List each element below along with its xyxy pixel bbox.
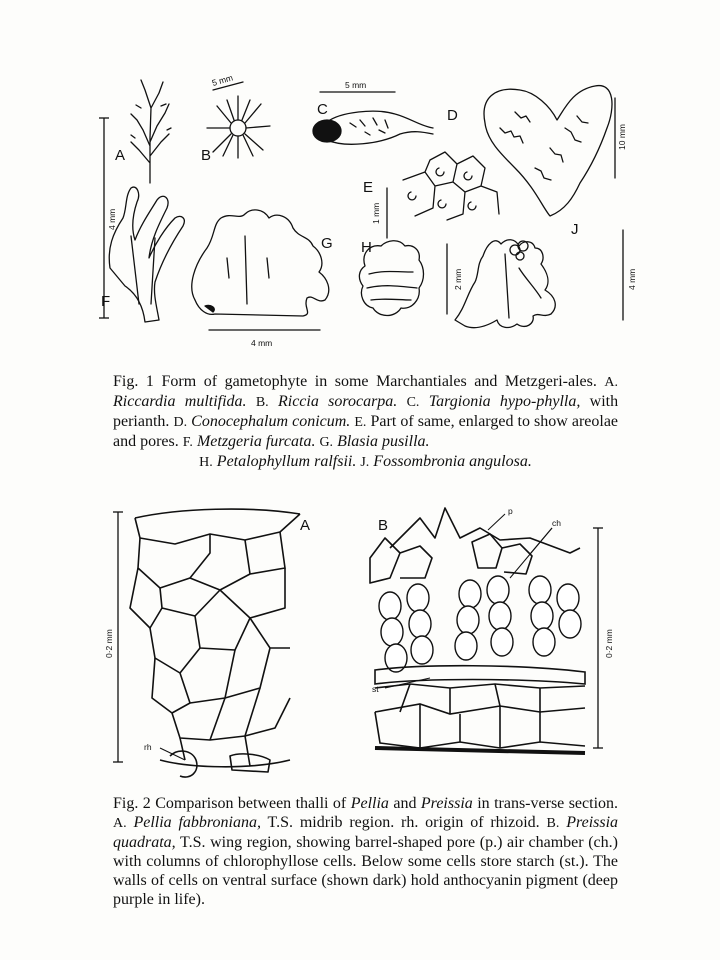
conocephalum-drawing <box>484 86 612 216</box>
scale-label-2b: 0·2 mm <box>604 629 614 658</box>
fig2-genus2: Preissia <box>420 795 473 812</box>
fig2-text2: in trans-verse section. <box>477 795 619 812</box>
fig1-number: Fig. 1 <box>113 373 154 390</box>
fig1-name-d: Conocephalum conicum. <box>191 413 351 430</box>
fig2-name-b: Preissia quadrata, <box>113 814 619 851</box>
figure-2-illustration <box>100 498 630 788</box>
chlorophyllose-columns <box>379 576 581 672</box>
fig2-name-a: Pellia fabbroniana, <box>133 814 262 831</box>
pointer-ch-2 <box>510 528 552 578</box>
blasia-drawing <box>192 210 329 316</box>
fig1-key-a: A. <box>604 375 619 390</box>
fig2-key-a: A. <box>113 816 127 831</box>
fig1-key-j: J. <box>360 455 370 470</box>
fig1-key-h: H. <box>199 455 213 470</box>
fig2-text-b: T.S. wing region, showing barrel-shaped pore (p.) air chamber (ch.) with columns of chlorophyllose cells. Below some cells store starch (st.). The walls of cells on ventral surface (shown dark) hold anthocyanin pigment (deep purple in life). <box>113 834 618 908</box>
figure-2-caption <box>113 794 618 909</box>
fig1-text-e: Part of same, enlarged to show areolae and pores. <box>113 413 619 450</box>
fig1-key-c: C. <box>406 395 420 410</box>
preissia-section-drawing <box>370 508 580 583</box>
figure-1-illustration <box>95 68 635 358</box>
fig1-name-h: Petalophyllum ralfsii. <box>216 453 357 470</box>
panel-label-j: J <box>571 221 579 238</box>
fig1-key-d: D. <box>173 415 188 430</box>
scale-label-e: 1 mm <box>371 202 381 224</box>
fig2-and: and <box>393 795 417 812</box>
fig2-genus1: Pellia <box>350 795 389 812</box>
fig1-note-c: with perianth. <box>113 393 619 430</box>
fig1-key-e: E. <box>354 415 367 430</box>
fig2-number: Fig. 2 <box>113 795 151 812</box>
fig2-text-a: T.S. midrib region. rh. origin of rhizoid. <box>267 814 540 831</box>
fossombronia-drawing <box>455 240 555 328</box>
fig1-name-j: Fossombronia angulosa. <box>373 453 532 470</box>
panel-label-b: B <box>201 147 212 164</box>
annotation-ch: ch <box>552 518 561 528</box>
fig2-text1: Comparison between thalli of <box>155 795 347 812</box>
riccia-drawing <box>207 96 270 158</box>
annotation-st: st <box>372 684 379 694</box>
panel-label-d: D <box>447 107 458 124</box>
pointer-rh <box>160 748 185 760</box>
annotation-p: p <box>508 506 513 516</box>
scale-label-g: 4 mm <box>251 338 273 348</box>
scale-label-d: 10 mm <box>617 124 627 150</box>
riccardia-drawing <box>131 80 171 183</box>
panel-label-g: G <box>321 235 333 252</box>
panel-label-2a: A <box>300 517 311 534</box>
targionia-drawing <box>313 111 433 144</box>
fig1-name-b: Riccia sorocarpa. <box>277 393 398 410</box>
fig1-name-a: Riccardia multifida. <box>113 393 247 410</box>
scale-label-b: 5 mm <box>210 72 234 88</box>
pointer-p <box>488 514 505 530</box>
fig1-last-line <box>113 452 618 472</box>
figure-1-caption <box>113 372 618 472</box>
fig1-key-f: F. <box>182 435 193 450</box>
fig1-name-c: Targionia hypo-phylla, <box>428 393 581 410</box>
fig1-key-b: B. <box>255 395 269 410</box>
scale-label-h: 2 mm <box>453 268 463 290</box>
panel-label-e: E <box>363 179 374 196</box>
fig1-name-f: Metzgeria furcata. <box>196 433 316 450</box>
panel-label-c: C <box>317 101 328 118</box>
scale-label-2a: 0·2 mm <box>104 629 114 658</box>
panel-label-h: H <box>361 239 372 256</box>
panel-label-2b: B <box>378 517 389 534</box>
scale-label-j: 4 mm <box>627 268 637 290</box>
scale-label-f: 4 mm <box>107 208 117 230</box>
pellia-section-drawing <box>130 509 300 777</box>
areolae-drawing <box>403 152 499 220</box>
fig1-key-g: G. <box>319 435 334 450</box>
metzgeria-drawing <box>109 187 184 322</box>
annotation-rh: rh <box>144 742 152 752</box>
panel-label-a: A <box>115 147 126 164</box>
fig1-text: Form of gametophyte in some Marchantiales and Metzgeri-ales. <box>161 373 597 390</box>
scale-label-c: 5 mm <box>345 80 367 90</box>
panel-label-f: F <box>101 293 111 310</box>
fig1-name-g: Blasia pusilla. <box>337 433 430 450</box>
fig2-key-b: B. <box>546 816 560 831</box>
